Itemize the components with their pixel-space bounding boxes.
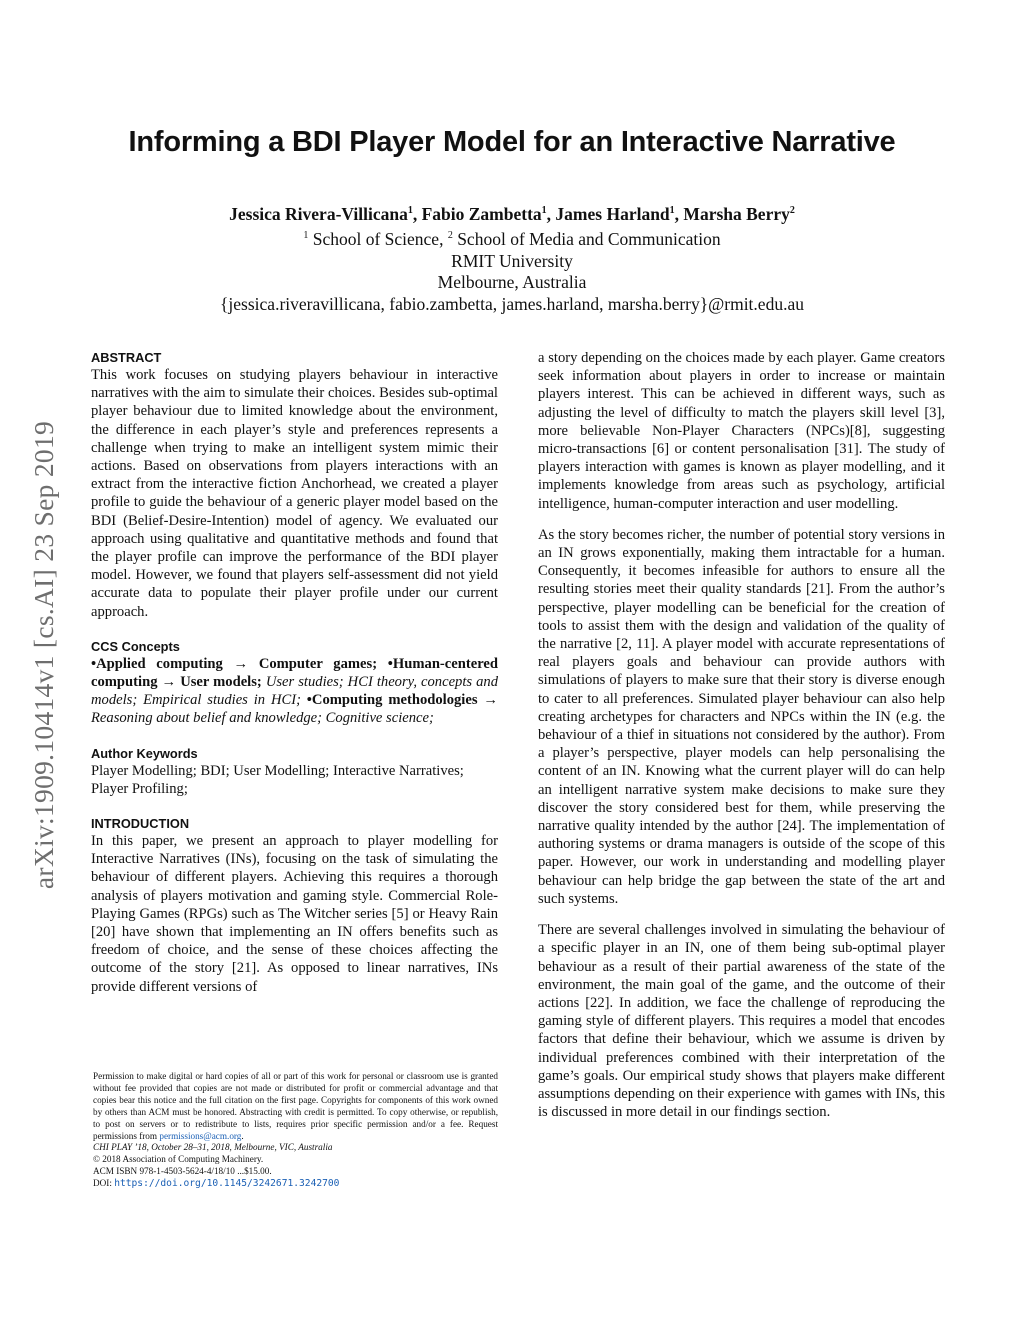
author-affiliation-mark: 1 xyxy=(541,205,547,216)
paper-title: Informing a BDI Player Model for an Interactive Narrative xyxy=(128,126,896,158)
author-location: Melbourne, Australia xyxy=(437,272,587,293)
ccs-arrow: → xyxy=(222,655,259,672)
author-affiliation-mark: 2 xyxy=(789,205,795,216)
author-separator: , xyxy=(412,203,422,224)
keywords-section xyxy=(91,745,498,798)
permission-period: . xyxy=(241,1130,244,1141)
right-column xyxy=(538,349,945,1121)
doi-link[interactable]: https://doi.org/10.1145/3242671.3242700 xyxy=(114,1178,340,1190)
abstract-heading: ABSTRACT xyxy=(91,350,162,365)
ccs-arrow: → xyxy=(157,674,181,691)
ccs-section xyxy=(91,638,498,728)
copyright-line: © 2018 Association of Computing Machinery. xyxy=(93,1154,264,1165)
keywords-heading: Author Keywords xyxy=(91,745,198,761)
permission-notice: Permission to make digital or hard copies of all or part of this work for personal or classroom use is granted without fee provided that copies are not made or distributed for profit or commercial advantage and that copies bear this notice and the full citation on the first page. Copyrights for components of this work owned by others than ACM must be honored. Abstracting with credit is permitted. To copy otherwise, or republish, to post on servers or to redistribute to lists, requires prior specific permission and/or a fee. Request permissions from xyxy=(93,1071,498,1141)
ccs-concept: Computer games; xyxy=(258,655,378,672)
introduction-heading: INTRODUCTION xyxy=(91,816,190,832)
ccs-heading: CCS Concepts xyxy=(91,638,180,654)
author-university: RMIT University xyxy=(451,250,573,271)
body-paragraph: As the story becomes richer, the number of potential story versions in an IN grows exponentially, making them intractable for a human. Consequently, it becomes infeasible for authors to ensure all the resulting stories meet their quality standards [21]. From the author’s perspective, player modelling can be beneficial for the creation of tools to assist them with the design and validation of the quality of the narrative [2, 11]. A player model with accurate representations of real players goals and behaviour can provide authors with simulations of players to make sure that their story is diverse enough to cater to all preferences. Simulated player behaviour can also help creating archetypes for characters and NPCs within the IN (e.g. the behaviour of a thief in situations not considered by the author). From a player’s perspective, player models can help personalising the content of an IN. Knowing what the current player will do can help an intelligent narrative system make decisions to make sure they discover the story considered best for them, while preserving the narrative quality intended by the author [24]. The implementation of authoring systems or drama managers is outside of the scope of this paper. However, our work in understanding and modelling player behaviour can help bridge the gap between the state of the art and such systems. xyxy=(538,526,945,907)
arxiv-sidebar xyxy=(14,360,74,950)
ccs-concept: •Human-centered computing xyxy=(91,655,499,691)
body-paragraph: a story depending on the choices made by each player. Game creators seek information about players in order to increase or maintain players interest. This can be achieved in different ways, such as adjusting the level of difficulty to match the players skill level [3], more believable Non-Player Characters (NPCs)[8], suggesting micro-transactions [6] or content personalisation [31]. The study of players interaction with games is known as player modelling, and it implements knowledge from areas such as psychology, artificial intelligence, human-computer interaction and user modelling. xyxy=(538,350,945,512)
ccs-concept-detail: Reasoning about belief and knowledge; Cognitive science; xyxy=(91,710,434,727)
abstract-text: This work focuses on studying players behaviour in interactive narratives with the aim to simulate their choices. Besides sub-optimal player behaviour due to limited knowledge about the environment, the difference in each player’s style and preferences represents a challenge when trying to make an intelligent system mimic their actions. Based on observations from players interactions with an extract from the interactive fiction Anchorhead, we created a player profile to guide the behaviour of a generic player model based on the BDI (Belief-Desire-Intention) model of agency. We evaluated our approach using qualitative and quantitative methods and found that the player profile can improve the performance of the BDI player model. However, we found that players self-assessment did not yield accurate data to populate their player profile under our current approach. xyxy=(91,367,498,620)
left-column xyxy=(91,349,498,1013)
ccs-arrow: → xyxy=(477,692,498,709)
conference-line: CHI PLAY ’18, October 28–31, 2018, Melbourne, VIC, Australia xyxy=(93,1142,333,1153)
author-affiliations xyxy=(0,225,1024,250)
author-name: Fabio Zambetta xyxy=(421,203,542,224)
doi-line xyxy=(93,1178,498,1190)
permission-text xyxy=(93,1071,498,1142)
affiliation-mark: 1 xyxy=(303,230,309,242)
introduction-section xyxy=(91,815,498,996)
author-block xyxy=(0,200,1024,316)
affiliation-text: School of Science, xyxy=(308,229,448,250)
isbn-line: ACM ISBN 978-1-4503-5624-4/18/10 ...$15.00. xyxy=(93,1166,272,1177)
ccs-concept-detail: User studies; HCI theory, concepts and models; Empirical studies in HCI; xyxy=(91,674,499,709)
body-paragraph: There are several challenges involved in simulating the behaviour of a specific player in an IN, one of them being sub-optimal player behaviour as a result of their partial awareness of the state of the environment, the main goal of the game, and the outcome of their actions [22]. In addition, we face the challenge of reproducing the gaming style of different players. This requires a model that encodes factors that define their behaviour, which we assume is driven by individual preferences combined with their interpretation of the game’s goals. Our empirical study shows that players make different assumptions depending on their experience with games with INs, this is discussed in more detail in our findings section. xyxy=(538,922,945,1121)
ccs-concept: •Applied computing xyxy=(91,655,223,672)
keywords-text: Player Modelling; BDI; User Modelling; Interactive Narratives; Player Profiling; xyxy=(91,762,464,797)
author-names xyxy=(0,200,1024,225)
doi-label: DOI: xyxy=(93,1178,115,1189)
author-separator: , xyxy=(546,203,556,224)
author-name: Jessica Rivera-Villicana xyxy=(229,203,408,224)
affiliation-text: School of Media and Communication xyxy=(452,229,721,250)
author-affiliation-mark: 1 xyxy=(407,205,413,216)
author-affiliation-mark: 1 xyxy=(669,205,675,216)
author-name: Marsha Berry xyxy=(683,203,790,224)
author-name: James Harland xyxy=(555,203,670,224)
ccs-concept: •Computing methodologies xyxy=(300,692,478,709)
author-emails: {jessica.riveravillicana, fabio.zambetta, james.harland, marsha.berry}@rmit.edu.au xyxy=(220,294,804,315)
arxiv-stamp: arXiv:1909.10414v1 [cs.AI] 23 Sep 2019 xyxy=(28,420,59,890)
ccs-text xyxy=(91,655,498,728)
ccs-concept: User models; xyxy=(180,674,262,691)
author-separator: , xyxy=(674,203,684,224)
permissions-email-link[interactable]: permissions@acm.org xyxy=(159,1130,242,1141)
permission-block xyxy=(93,1071,498,1190)
abstract-section xyxy=(91,349,498,621)
affiliation-mark: 2 xyxy=(447,230,453,242)
introduction-paragraph: In this paper, we present an approach to player modelling for Interactive Narratives (INs), focusing on the task of simulating the behaviour of different players. Achieving this requires a thorough analysis of players motivation and gaming style. Commercial Role-Playing Games (RPGs) such as The Witcher series [5] or Heavy Rain [20] have shown that implementing an IN offers benefits such as freedom of choice, and the sense of these choices affecting the outcome of the story [21]. As opposed to linear narratives, INs provide different versions of xyxy=(91,833,498,995)
